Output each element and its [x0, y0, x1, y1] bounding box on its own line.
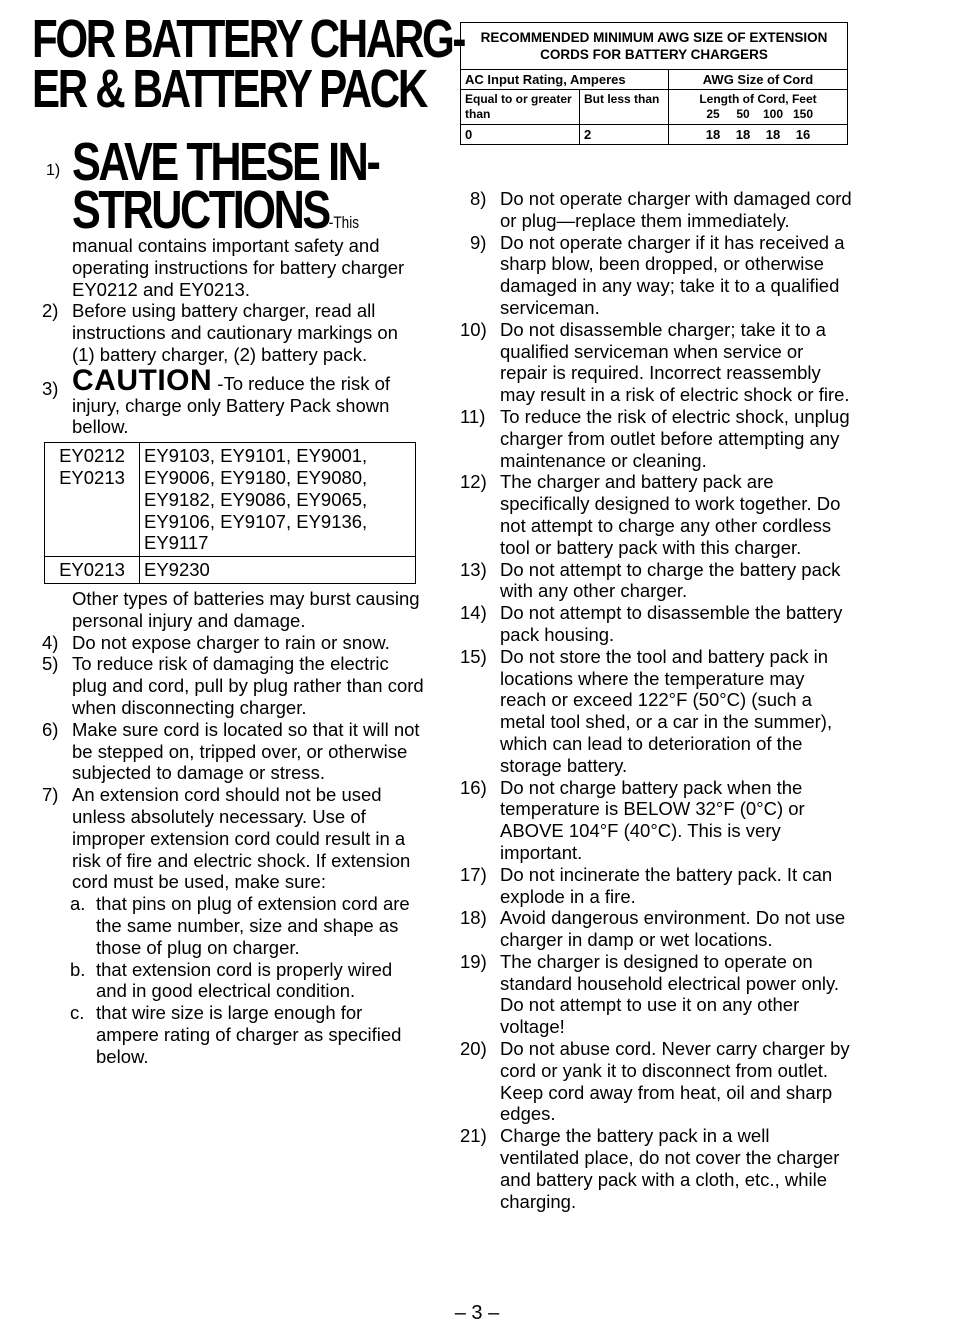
- item-number: 10): [460, 318, 487, 340]
- sub-item-text: that extension cord is properly wired and in good electrical condition.: [96, 958, 393, 1002]
- sub-item: [32, 959, 424, 1003]
- length-values: [673, 107, 843, 122]
- item-text: Do not charge battery pack when the temperature is BELOW 32°F (0°C) or ABOVE 104°F (40°C). This is very important.: [500, 776, 805, 863]
- left-body: [32, 235, 424, 1067]
- item-number: 6): [42, 718, 59, 740]
- page-title-line-2: ER & BATTERY PACK: [32, 59, 426, 119]
- item-text: Do not incinerate the battery pack. It can explode in a fire.: [500, 863, 833, 907]
- list-item: [460, 907, 852, 951]
- after-table-text: Other types of batteries may burst causing personal injury and damage.: [72, 587, 420, 631]
- sub-item-text: that wire size is large enough for ampere rating of charger as specified below.: [96, 1002, 402, 1067]
- table-row: [45, 443, 416, 557]
- item-number: 18): [460, 907, 487, 929]
- awg-to-value: 2: [580, 125, 669, 145]
- awg-from-value: 0: [461, 125, 580, 145]
- item-text: Do not abuse cord. Never carry charger by cord or yank it to disconnect from outlet. Keep cord away from heat, oil and sharp edges.: [500, 1038, 850, 1125]
- item-number: 16): [460, 776, 487, 798]
- item-text: To reduce the risk of electric shock, unplug charger from outlet before attempting any maintenance or cleaning.: [500, 405, 850, 471]
- list-item: [460, 1125, 852, 1212]
- page-title-line-1: FOR BATTERY CHARG-: [32, 9, 465, 69]
- item-text: Do not expose charger to rain or snow.: [72, 631, 390, 653]
- charger-models-cell: EY0213: [45, 557, 140, 584]
- list-item: [32, 719, 424, 784]
- item-2-text: Before using battery charger, read all instructions and cautionary markings on (1) battery charger, (2) battery pack.: [72, 300, 398, 365]
- list-item: [460, 864, 852, 908]
- battery-packs-cell: EY9230: [140, 557, 416, 584]
- list-item: [460, 188, 852, 232]
- item-text: An extension cord should not be used unless absolutely necessary. Use of improper extension cord could result in a risk of fire and electric shock. If extension cord must be used, make sure:: [72, 784, 411, 893]
- page-number: – 3 –: [454, 1302, 500, 1324]
- sub-item: [32, 893, 424, 958]
- item-number: 9): [470, 231, 487, 253]
- item-2-number: 2): [42, 300, 59, 322]
- awg-size: 18: [705, 127, 721, 142]
- awg-size-header: AWG Size of Cord: [669, 70, 848, 90]
- item-text: Do not store the tool and battery pack in locations where the temperature may reach or exceed 122°F (50°C) (such a metal tool shed, or a car in the summer), which can lead to deterioration of the storage battery.: [500, 645, 833, 776]
- item-1-text: manual contains important safety and operating instructions for battery charger EY0212 and EY0213.: [72, 235, 405, 300]
- caution-label: CAUTION: [72, 363, 213, 397]
- list-item: [460, 777, 852, 864]
- length-label: Length of Cord, Feet: [699, 92, 817, 106]
- after-table-note: [32, 588, 424, 632]
- item-3: [32, 363, 424, 438]
- table-row: [461, 125, 848, 145]
- item-1-number: 1): [46, 162, 61, 179]
- item-text: Charge the battery pack in a well ventilated place, do not cover the charger and battery pack with a cloth, etc., while charging.: [500, 1125, 840, 1212]
- table-row: [461, 70, 848, 90]
- item-text: Do not operate charger if it has received a sharp blow, been dropped, or otherwise damaged in any way; take it to a qualified serviceman.: [500, 231, 845, 318]
- length-value: 100: [762, 107, 784, 121]
- item-number: 21): [460, 1125, 487, 1147]
- charger-model: EY0213: [59, 466, 125, 488]
- item-3-text: -To reduce the risk of injury, charge only Battery Pack shown bellow.: [72, 372, 391, 438]
- ac-rating-header: AC Input Rating, Amperes: [461, 70, 669, 90]
- awg-size: 16: [795, 127, 811, 142]
- length-value: 50: [736, 107, 750, 121]
- awg-table: [460, 22, 848, 145]
- item-text: The charger is designed to operate on standard household electrical power only. Do not attempt to use it on any other voltage!: [500, 950, 840, 1038]
- item-3-number: 3): [42, 377, 59, 399]
- list-item: [32, 784, 424, 893]
- item-number: 17): [460, 863, 487, 885]
- item-text: The charger and battery pack are specifically designed to work together. Do not attempt to charge any other cordless tool or battery pack with this charger.: [500, 471, 841, 558]
- sub-item-text: that pins on plug of extension cord are the same number, size and shape as those of plug on charger.: [96, 893, 410, 958]
- item-2: [32, 300, 424, 365]
- save-heading-line-1: SAVE THESE IN-: [72, 132, 379, 192]
- item-number: 11): [460, 405, 486, 427]
- charger-model: EY0212: [59, 445, 125, 467]
- item-text: Do not operate charger with damaged cord or plug—replace them immediately.: [500, 188, 852, 231]
- length-value: 25: [706, 107, 720, 121]
- item-text: Do not attempt to disassemble the battery pack housing.: [500, 602, 843, 645]
- list-item: [460, 406, 852, 471]
- list-item: [32, 632, 424, 654]
- list-item: [32, 653, 424, 718]
- save-heading-word: STRUCTIONS: [72, 180, 329, 240]
- item-text: Avoid dangerous environment. Do not use charger in damp or wet locations.: [500, 907, 846, 951]
- sub-item-letter: a.: [70, 893, 86, 915]
- item-number: 12): [460, 471, 487, 493]
- item-text: Do not attempt to charge the battery pack with any other charger.: [500, 558, 841, 602]
- list-item: [460, 951, 852, 1038]
- awg-table-header: RECOMMENDED MINIMUM AWG SIZE OF EXTENSION CORDS FOR BATTERY CHARGERS: [461, 23, 848, 70]
- awg-size-values: [669, 125, 848, 145]
- page-title: [32, 9, 465, 119]
- item-text: To reduce risk of damaging the electric plug and cord, pull by plug rather than cord when disconnecting charger.: [72, 653, 424, 718]
- item-number: 20): [460, 1038, 487, 1060]
- table-row: [461, 23, 848, 70]
- equal-header: Equal to or greater than: [461, 90, 580, 125]
- item-number: 8): [470, 188, 487, 209]
- list-item: [460, 1038, 852, 1125]
- charger-models-cell: [45, 443, 140, 557]
- list-item: [460, 602, 852, 646]
- awg-size: 18: [765, 127, 781, 142]
- save-heading-lead: -This: [328, 213, 360, 232]
- length-header: [669, 90, 848, 125]
- battery-packs-cell: EY9103, EY9101, EY9001, EY9006, EY9180, EY9080, EY9182, EY9086, EY9065, EY9106, EY9107, EY9136, EY9117: [140, 443, 416, 557]
- battery-models-table: [44, 442, 416, 584]
- list-item: [460, 319, 852, 406]
- item-text: Do not disassemble charger; take it to a qualified serviceman when service or repair is required. Incorrect reassembly may result in a risk of electric shock or fire.: [500, 318, 850, 406]
- table-row: [45, 557, 416, 584]
- butless-header: But less than: [580, 90, 669, 125]
- item-text: Make sure cord is located so that it will not be stepped on, tripped over, or otherwise subjected to damage or stress.: [72, 718, 420, 784]
- item-number: 19): [460, 950, 487, 972]
- item-number: 4): [42, 631, 59, 653]
- item-number: 14): [460, 602, 487, 624]
- item-number: 13): [460, 558, 487, 580]
- list-item: [460, 471, 852, 558]
- awg-size: 18: [735, 127, 751, 142]
- save-instructions-heading: [72, 132, 379, 247]
- table-row: [461, 90, 848, 125]
- item-number: 15): [460, 645, 487, 667]
- item-number: 7): [42, 784, 59, 806]
- list-item: [460, 559, 852, 603]
- sub-item: [32, 1002, 424, 1067]
- length-value: 150: [792, 107, 814, 121]
- item-1-text-block: [32, 235, 424, 300]
- right-body: [460, 188, 852, 1212]
- list-item: [460, 646, 852, 777]
- sub-item-letter: c.: [70, 1002, 85, 1024]
- sub-item-letter: b.: [70, 958, 86, 980]
- list-item: [460, 232, 852, 319]
- item-number: 5): [42, 653, 59, 675]
